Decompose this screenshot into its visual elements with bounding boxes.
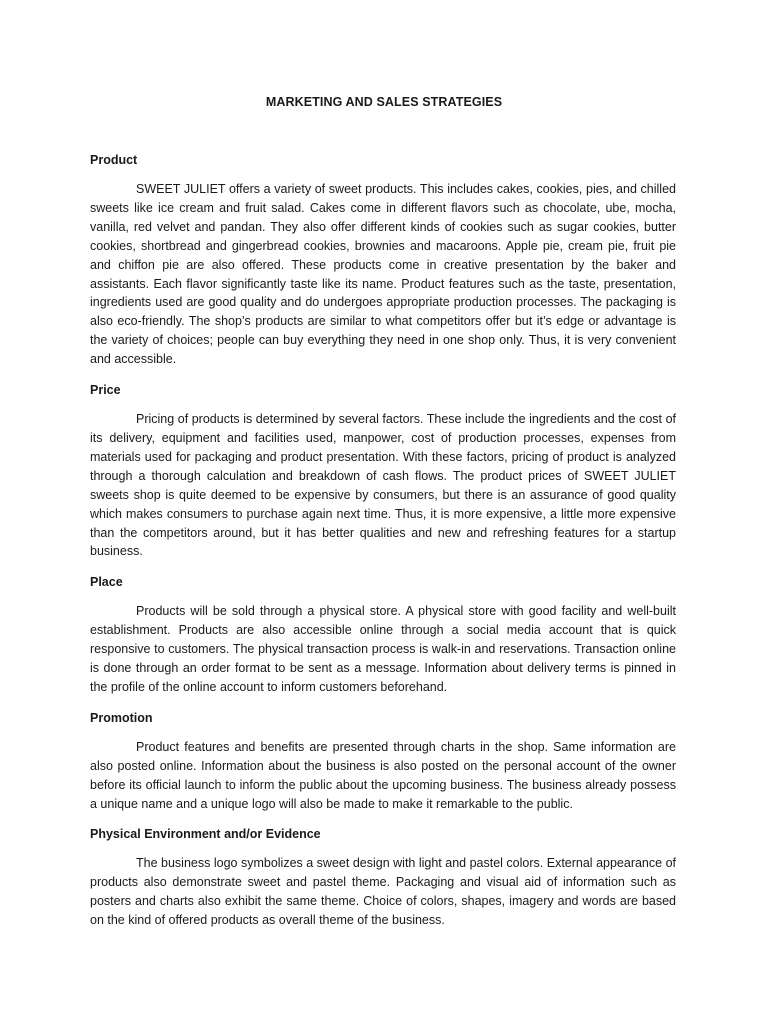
document-content [90,152,676,943]
section-heading: Promotion [90,710,153,725]
section-paragraph: Pricing of products is determined by several factors. These include the ingredients and the cost of its delivery, equipment and facilities used, manpower, cost of production processes, expenses from materials used for packaging and product presentation. With these factors, pricing of product is analyzed through a thorough calculation and breakdown of cash flows. The product prices of SWEET JULIET sweets shop is quite deemed to be expensive by consumers, but there is an assurance of good quality which makes consumers to purchase again next time. Thus, it is more expensive, a little more expensive than the competitors around, but it has better qualities and new and refreshing features for a startup business. [90,412,676,559]
section-promotion [90,710,676,814]
section-heading: Physical Environment and/or Evidence [90,827,321,842]
section-paragraph: The business logo symbolizes a sweet design with light and pastel colors. External appearance of products also demonstrate sweet and pastel theme. Packaging and visual aid of information such as posters and charts also exhibit the same theme. Choice of colors, shapes, imagery and words are based on the kind of offered products as overall theme of the business. [90,856,676,928]
section-heading: Price [90,383,121,398]
section-heading: Product [90,153,138,167]
section-price [90,382,676,561]
section-place [90,574,676,697]
section-paragraph: Products will be sold through a physical store. A physical store with good facility and well-built establishment. Products are also accessible online through a social media account that is quick responsive to customers. The physical transaction process is walk-in and reservations. Transaction online is done through an order format to be sent as a message. Information about delivery terms is pinned in the profile of the online account to inform customers beforehand. [90,604,676,694]
section-paragraph: SWEET JULIET offers a variety of sweet products. This includes cakes, cookies, pies, and chilled sweets like ice cream and fruit salad. Cakes come in different flavors such as chocolate, ube, mocha, vanilla, red velvet and pandan. They also offer different kinds of cookies such as sugar cookies, butter cookies, shortbread and gingerbread cookies, brownies and macaroons. Apple pie, cream pie, fruit pie and chiffon pie are also offered. These products come in creative presentation by the baker and assistants. Each flavor significantly taste like its name. Product features such as the taste, presentation, ingredients used are good quality and do undergoes appropriate production processes. The packaging is also eco-friendly. The shop’s products are similar to what competitors offer but it’s edge or advantage is the variety of choices; people can buy everything they need in one shop only. Thus, it is very convenient and accessible. [90,182,676,367]
section-heading: Place [90,575,123,590]
section-product [90,152,676,369]
section-paragraph: Product features and benefits are presented through charts in the shop. Same information are also posted online. Information about the business is also posted on the personal account of the owner before its official launch to inform the public about the upcoming business. The business already possess a unique name and a unique logo will also be made to make it remarkable to the public. [90,739,676,811]
section-physical-environment [90,826,676,930]
document-title: MARKETING AND SALES STRATEGIES [265,95,503,109]
